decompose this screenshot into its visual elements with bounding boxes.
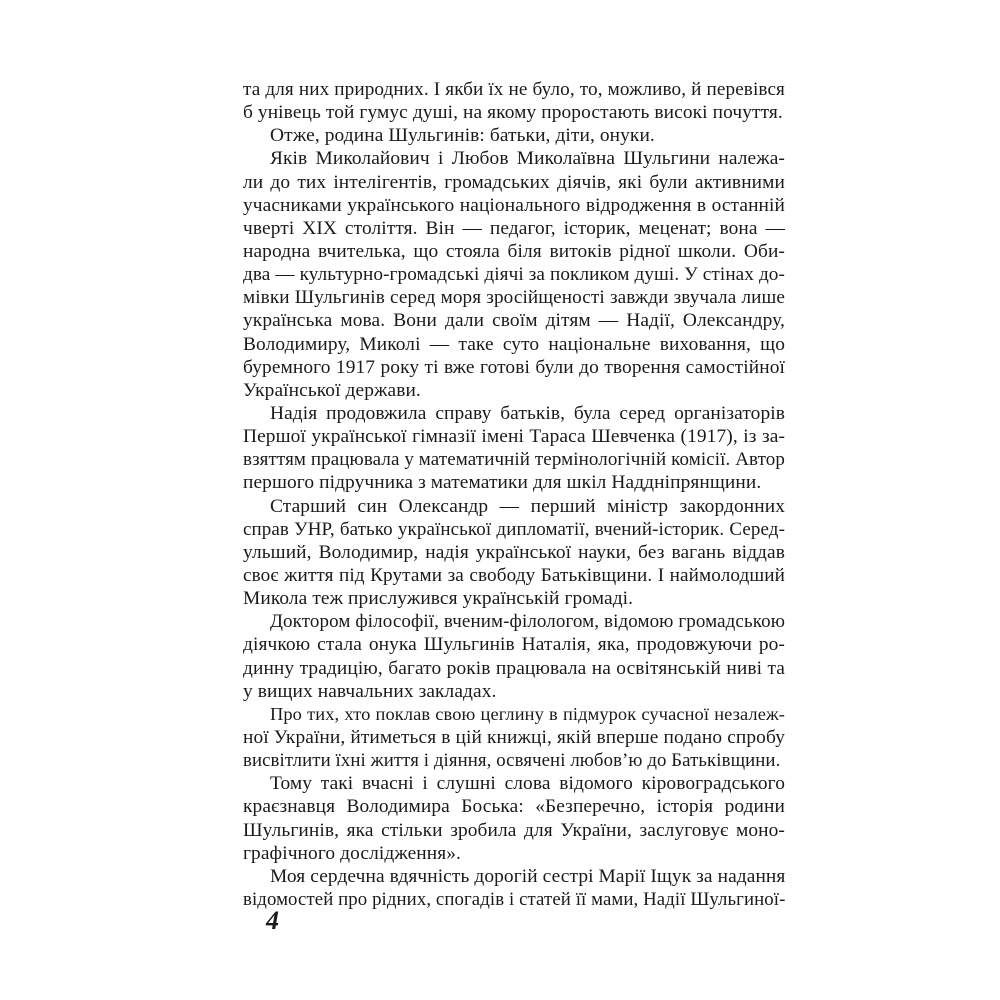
text-line: Про тих, хто поклав свою цеглину в підмурок сучасної незалеж- <box>270 703 785 724</box>
text-line: діячкою стала онука Шульгинів Наталія, яка, продовжуючи ро- <box>243 634 785 656</box>
text-line: краєзнавця Володимира Боська: «Безперечно, історія родини <box>243 796 785 818</box>
text-line: Володимиру, Миколі — таке суто національне виховання, що <box>243 333 785 355</box>
text-line: народна вчителька, що стояла біля витоків рідної школи. Оби- <box>243 240 785 262</box>
text-line: б унівець той гумус душі, на якому проростають високі почуття. <box>243 102 783 124</box>
text-line: відомостей про рідних, спогадів і статей її мами, Надії Шульгиної- <box>243 888 786 910</box>
text-line: українська мова. Вони дали своїм дітям — Надії, Олександру, <box>243 310 785 332</box>
text-line: Моя сердечна вдячність дорогій сестрі Марії Іщук за надання <box>270 865 786 887</box>
text-line: Української держави. <box>243 379 421 401</box>
text-line: чверті XIX століття. Він — педагог, історик, меценат; вона — <box>243 217 785 239</box>
text-line: висвітлити їхні життя і діяння, освячені любов’ю до Батьківщини. <box>243 750 781 772</box>
text-line: справ УНР, батько української дипломатії, вчений-історик. Серед- <box>243 518 785 540</box>
text-line: своє життя під Крутами за свободу Батьківщини. І наймолодший <box>243 564 785 586</box>
text-line: Яків Миколайович і Любов Миколаївна Шульгини належа- <box>270 148 785 170</box>
text-line: динну традицію, багато років працювала на освітянській ниві та <box>243 657 785 679</box>
text-line: першого підручника з математики для шкіл Наддніпрянщини. <box>243 472 762 494</box>
text-line: Доктором філософії, вченим-філологом, відомою громадською <box>270 611 785 633</box>
text-line: графічного дослідження». <box>243 842 461 864</box>
page-body <box>243 78 785 911</box>
text-line: ульший, Володимир, надія української науки, без вагань віддав <box>243 541 785 563</box>
text-line: у вищих навчальних закладах. <box>243 680 497 702</box>
text-line: Отже, родина Шульгинів: батьки, діти, онуки. <box>270 125 655 147</box>
text-line: мівки Шульгинів серед моря зросійщеності завжди звучала лише <box>243 287 785 309</box>
text-line: Микола теж прислужився українській громаді. <box>243 588 634 610</box>
text-line: ли до тих інтелігентів, громадських діячів, які були активними <box>243 171 785 193</box>
text-line: ної України, йтиметься в цій книжці, якій вперше подано спробу <box>243 726 785 748</box>
text-line: Надія продовжила справу батьків, була серед організаторів <box>270 402 785 424</box>
text-line: Першої української гімназії імені Тараса Шевченка (1917), із за- <box>243 426 785 448</box>
page-number: 4 <box>266 906 279 935</box>
text-line: Шульгинів, яка стільки зробила для України, заслуговує моно- <box>243 819 785 841</box>
text-line: учасниками українського національного відродження в останній <box>243 194 785 216</box>
text-line: два — культурно-громадські діячі за покликом душі. У стінах до- <box>243 264 785 286</box>
text-line: Тому такі вчасні і слушні слова відомого кіровоградського <box>270 773 785 795</box>
text-line: взяттям працювала у математичній термінологічній комісії. Автор <box>243 449 785 471</box>
text-line: буремного 1917 року ті вже готові були до творення самостійної <box>243 356 785 378</box>
text-line: та для них природних. І якби їх не було, то, можливо, й перевівся <box>243 79 785 100</box>
text-line: Старший син Олександр — перший міністр закордонних <box>270 495 785 517</box>
